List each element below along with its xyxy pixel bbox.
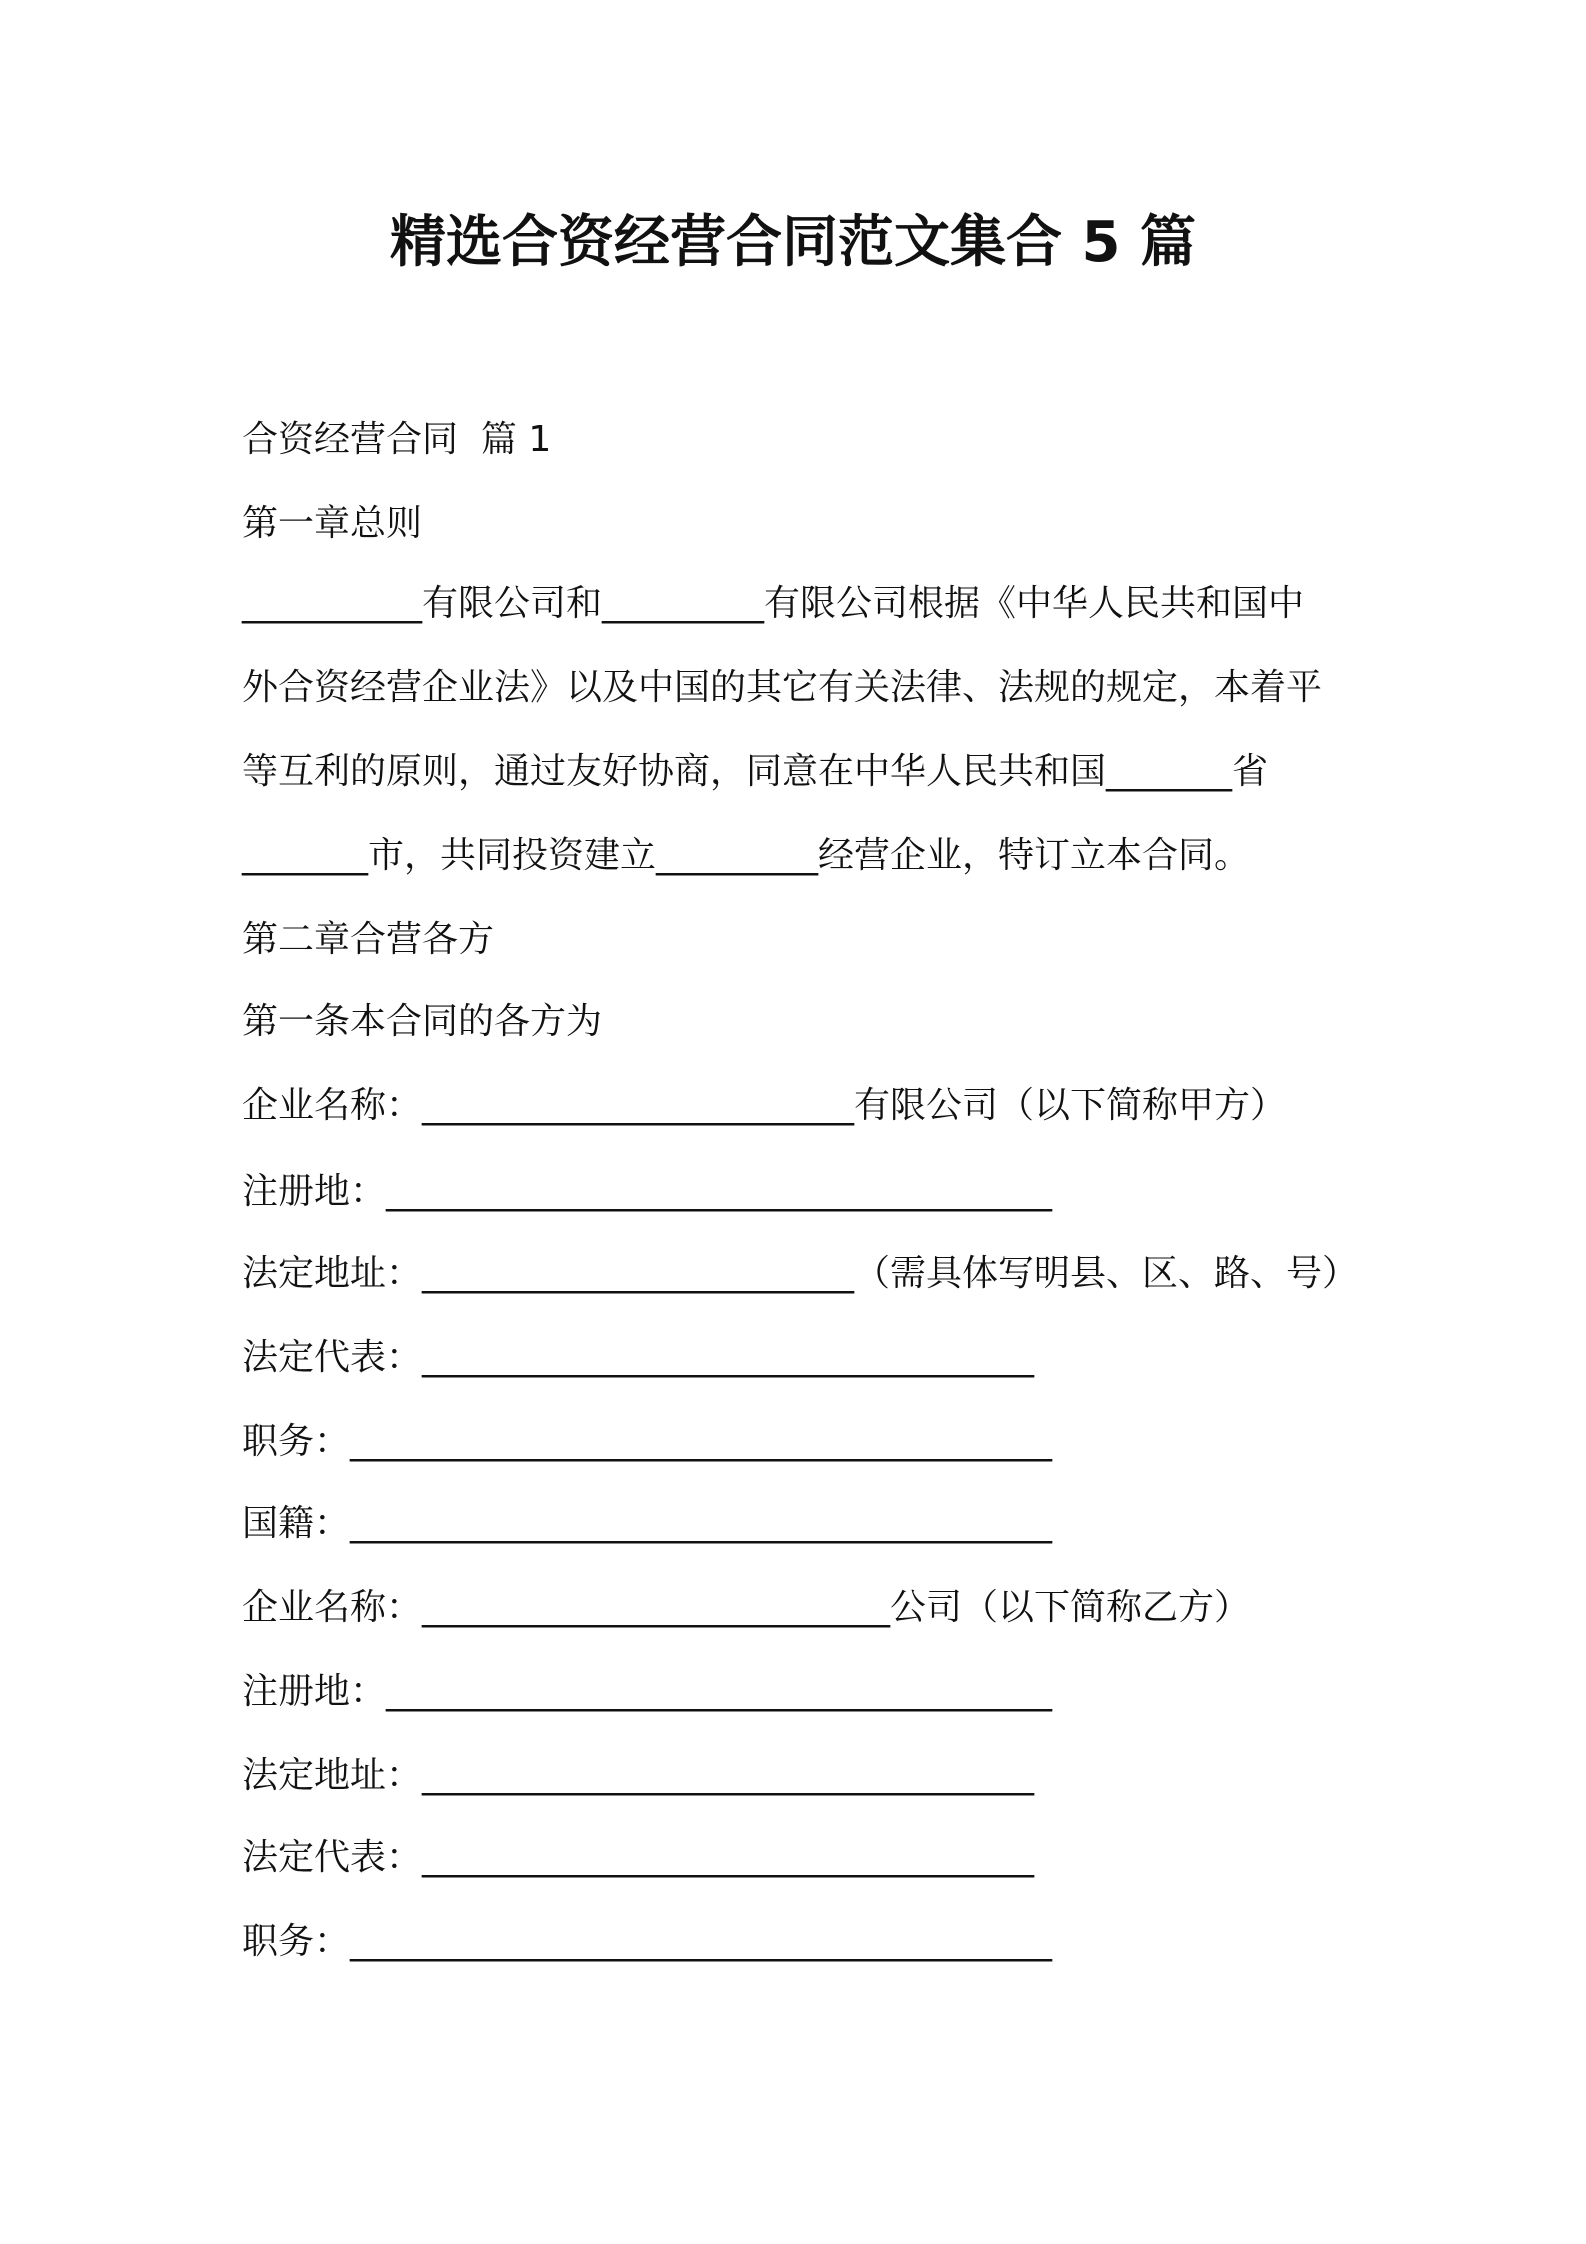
party-b-position: 职务：_______________________________________ bbox=[242, 1921, 1053, 1962]
paragraph-line-1: __________有限公司和_________有限公司根据《中华人民共和国中 bbox=[242, 583, 1305, 624]
party-a-registered-place: 注册地：_____________________________________ bbox=[242, 1171, 1053, 1212]
party-a-legal-address: 法定地址：________________________（需具体写明县、区、路、号） bbox=[242, 1253, 1359, 1294]
chapter2-heading: 第二章合营各方 bbox=[242, 919, 495, 960]
chapter1-heading: 第一章总则 bbox=[242, 503, 423, 544]
paragraph-line-4: _______市，共同投资建立_________经营企业，特订立本合同。 bbox=[242, 835, 1251, 876]
party-b-legal-representative: 法定代表：__________________________________ bbox=[242, 1837, 1035, 1878]
article1-heading: 第一条本合同的各方为 bbox=[242, 1001, 603, 1042]
paragraph-line-3: 等互利的原则，通过友好协商，同意在中华人民共和国_______省 bbox=[242, 751, 1269, 792]
party-a-company-name: 企业名称：________________________有限公司（以下简称甲方） bbox=[242, 1085, 1287, 1126]
paragraph-line-2: 外合资经营企业法》以及中国的其它有关法律、法规的规定，本着平 bbox=[242, 667, 1323, 708]
party-b-legal-address: 法定地址：__________________________________ bbox=[242, 1755, 1035, 1796]
document-title: 精选合资经营合同范文集合 5 篇 bbox=[390, 210, 1196, 275]
party-b-company-name: 企业名称：__________________________公司（以下简称乙方） bbox=[242, 1587, 1251, 1628]
section-heading: 合资经营合同 篇 1 bbox=[242, 419, 552, 460]
party-b-registered-place: 注册地：_____________________________________ bbox=[242, 1671, 1053, 1712]
party-a-legal-representative: 法定代表：__________________________________ bbox=[242, 1337, 1035, 1378]
party-a-position: 职务：_______________________________________ bbox=[242, 1421, 1053, 1462]
party-a-nationality: 国籍：_______________________________________ bbox=[242, 1503, 1053, 1544]
